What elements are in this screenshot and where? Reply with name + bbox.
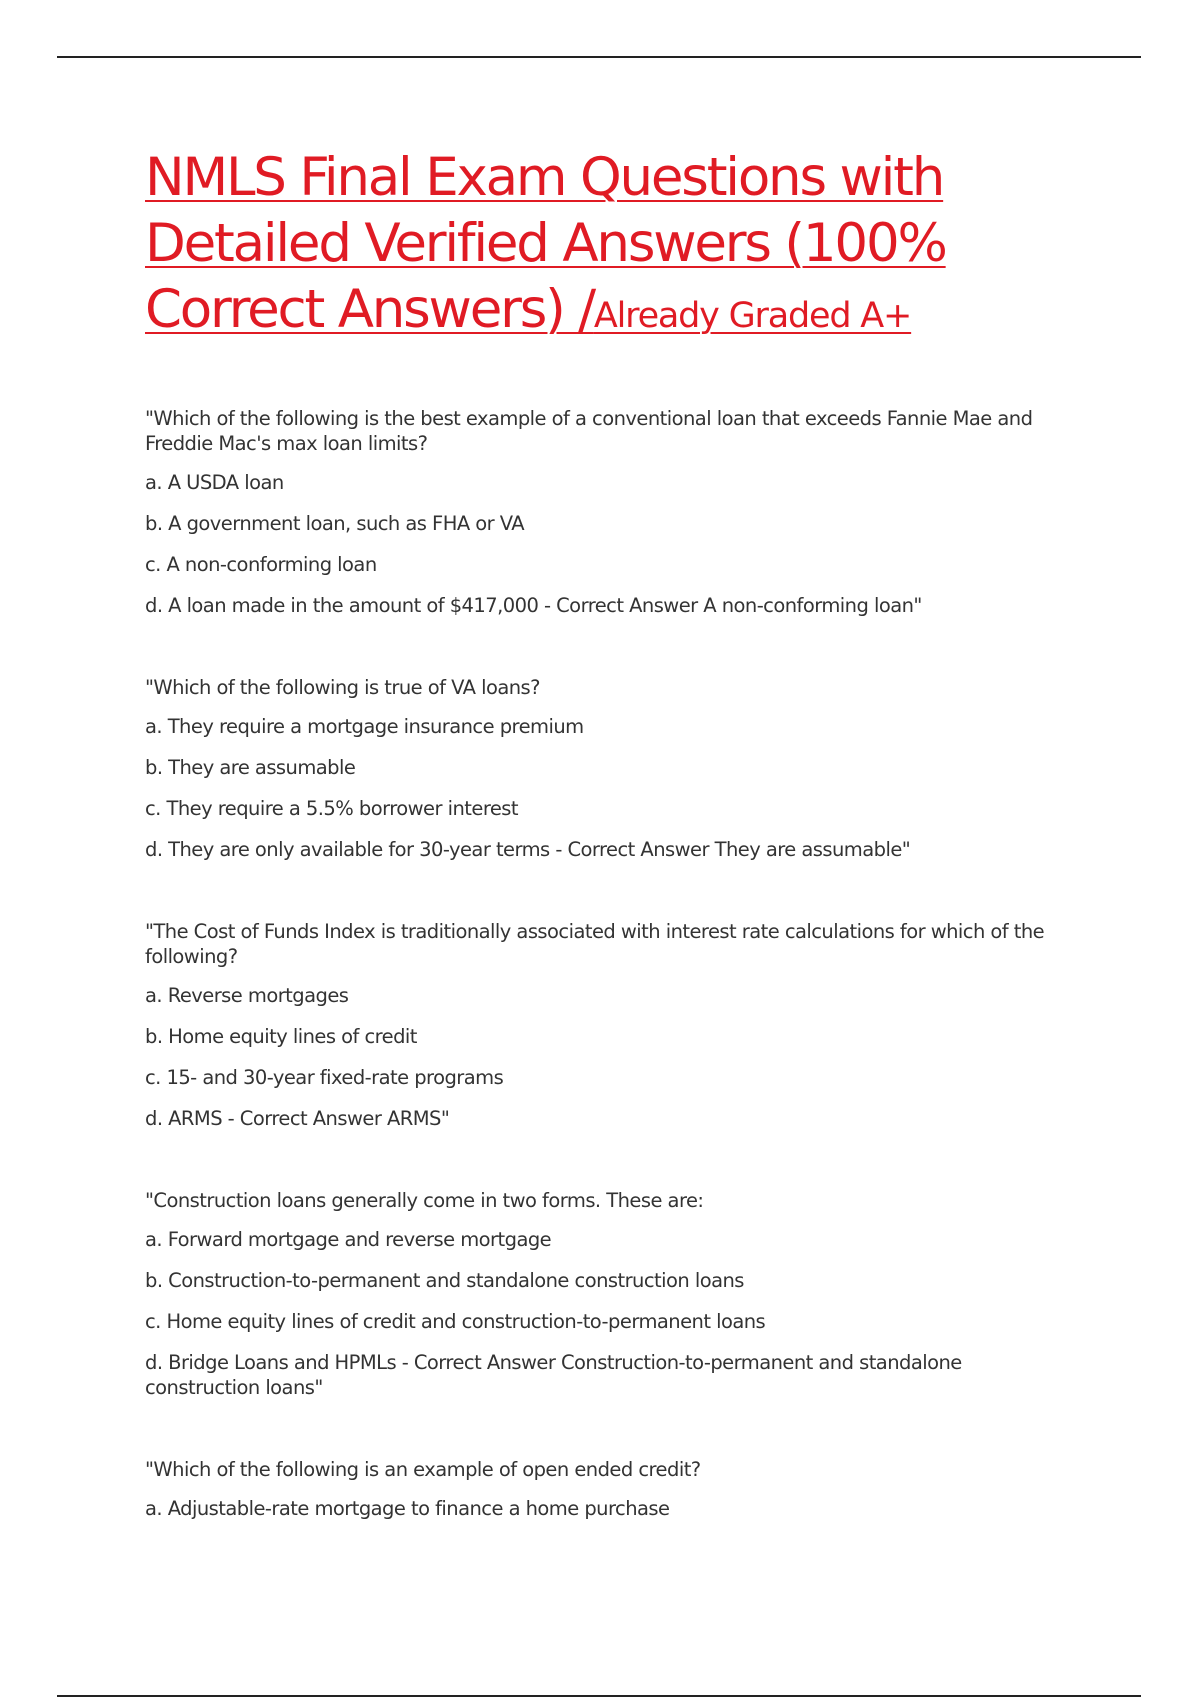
answer-option: c. A non-conforming loan — [145, 553, 377, 576]
answer-option: b. Construction-to-permanent and standalone construction loans — [145, 1269, 744, 1292]
question-item — [145, 1457, 1065, 1521]
answer-option: d. They are only available for 30-year terms - Correct Answer They are assumable" — [145, 838, 911, 861]
question-item — [145, 919, 1065, 1131]
answer-option: b. They are assumable — [145, 756, 356, 779]
bottom-rule — [57, 1695, 1141, 1697]
question-list — [145, 406, 1065, 1521]
title-grade: Already Graded A+ — [593, 296, 912, 336]
question-item — [145, 675, 1065, 862]
answer-option: a. They require a mortgage insurance premium — [145, 715, 584, 738]
question-item — [145, 1188, 1065, 1400]
question-text: "The Cost of Funds Index is traditionally associated with interest rate calculations for which of the following? — [145, 920, 1045, 968]
answer-option: a. Reverse mortgages — [145, 984, 349, 1007]
answer-option: d. A loan made in the amount of $417,000 - Correct Answer A non-conforming loan" — [145, 594, 922, 617]
answer-option: b. Home equity lines of credit — [145, 1025, 417, 1048]
title-main: NMLS Final Exam Questions with Detailed Verified Answers (100% Correct Answers) / — [145, 147, 946, 340]
question-item — [145, 406, 1065, 618]
question-text: "Which of the following is the best example of a conventional loan that exceeds Fannie Mae and Freddie Mac's max loan limits? — [145, 407, 1033, 455]
document-title — [145, 145, 1065, 349]
answer-option: c. Home equity lines of credit and construction-to-permanent loans — [145, 1310, 766, 1333]
answer-option: a. A USDA loan — [145, 471, 284, 494]
answer-option: c. They require a 5.5% borrower interest — [145, 797, 519, 820]
question-text: "Which of the following is an example of open ended credit? — [145, 1458, 701, 1481]
answer-option: c. 15- and 30-year fixed-rate programs — [145, 1066, 504, 1089]
top-rule — [57, 56, 1141, 58]
answer-option: a. Adjustable-rate mortgage to finance a home purchase — [145, 1497, 670, 1520]
question-text: "Construction loans generally come in two forms. These are: — [145, 1189, 704, 1212]
document-body — [145, 145, 1065, 1578]
answer-option: d. Bridge Loans and HPMLs - Correct Answer Construction-to-permanent and standalone construction loans" — [145, 1351, 962, 1399]
answer-option: a. Forward mortgage and reverse mortgage — [145, 1228, 552, 1251]
answer-option: b. A government loan, such as FHA or VA — [145, 512, 525, 535]
question-text: "Which of the following is true of VA loans? — [145, 676, 540, 699]
answer-option: d. ARMS - Correct Answer ARMS" — [145, 1107, 450, 1130]
